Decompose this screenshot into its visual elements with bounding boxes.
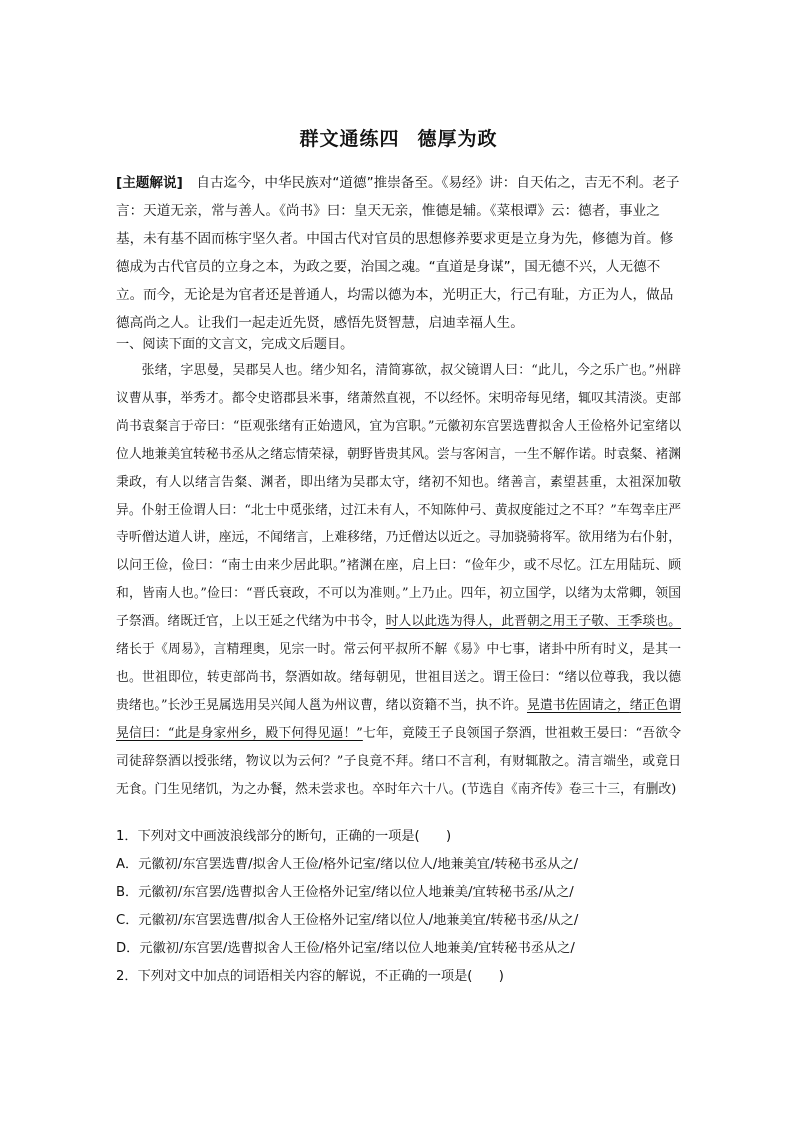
- passage-text-3: 七年，竟陵王子良领国子祭酒，世祖敕王晏曰：“吾欲令司徒辞祭酒以授张绪，物议以为云何？”子良竟不拜。绪口不言利，有财辄散之。清言端坐，或竟日无食。门生见绪饥，为之办餐，然未尝求也。卒时年六十八。(节选自《南齐传》卷三十三，有删改): [116, 725, 681, 797]
- question-1-stem: 1．下列对文中画波浪线部分的断句，正确的一项是( ): [116, 829, 452, 844]
- passage-text-1: 张绪，字思曼，吴郡吴人也。绪少知名，清简寡欲，叔父镜谓人曰：“此儿，今之乐广也。”州辟议曹从事，举秀才。都令史谘郡县米事，绪萧然直视，不以经怀。宋明帝每见绪，辄叹其清淡。吏部尚书袁粲言于帝曰：“臣观张绪有正始遗风，宜为宫职。”元徽初东宫罢选曹拟舍人王俭格外记室绪以位人地兼美宜转秘书丞从之绪忘情荣禄，朝野皆贵其风。尝与客闲言，一生不解作诺。时袁粲、褚渊秉政，有人以绪言告粲、渊者，即出绪为吴郡太守，绪初不知也。绪善言，素望甚重，太祖深加敬异。仆射王俭谓人曰：“北士中觅张绪，过江未有人，不知陈仲弓、黄叔度能过之不耳？”车驾幸庄严寺听僧达道人讲，座远，不闻绪言，上难移绪，乃迁僧达以近之。寻加骁骑将军。欲用绪为右仆射，以问王俭，俭曰：“南士由来少居此职。”褚渊在座，启上曰：“俭年少，或不尽忆。江左用陆玩、顾和，皆南人也。”俭曰：“晋氏衰政，不可以为准则。”上乃止。四年，初立国学，以绪为太常卿，领国子祭酒。绪既迁官，上以王延之代绪为中书令，: [116, 363, 681, 630]
- classical-passage: [116, 357, 681, 804]
- question-1-option-d: D．元徽初/东宫罢/选曹拟舍人王俭/格外记室/绪以位人地兼美/宜转秘书丞从之/: [116, 941, 575, 957]
- title-series: 群文通练四: [299, 128, 400, 150]
- title-theme: 德厚为政: [417, 128, 498, 150]
- underlined-sentence-1: 时人以此选为得人，此晋朝之用王子敬、王季琰也。: [385, 614, 682, 630]
- intro-tag: [主题解说]: [116, 175, 183, 191]
- intro-text: 自古迄今，中华民族对“道德”推崇备至。《易经》讲：自天佑之，吉无不利。老子言：天道无亲，常与善人。《尚书》曰：皇天无亲，惟德是辅。《菜根谭》云：德者，事业之基，未有基不固而栋宇坚久者。中国古代对官员的思想修养要求更是立身为先，修德为首。修德成为古代官员的立身之本，为政之要，治国之魂。“直道是身谋”，国无德不兴，人无德不立。而今，无论是为官者还是普通人，均需以德为本，光明正大，行己有耻，方正为人，做品德高尚之人。让我们一起走近先贤，感悟先贤智慧，启迪幸福人生。: [116, 175, 680, 331]
- question-2-stem: 2．下列对文中加点的词语相关内容的解说，不正确的一项是( ): [116, 969, 504, 985]
- passage-text-2: 绪长于《周易》，言精理奥，见宗一时。常云何平叔所不解《易》中七事，诸卦中所有时义，是其一也。世祖即位，转吏部尚书，祭酒如故。绪每朝见，世祖目送之。谓王俭曰：“绪以位尊我，我以德贵绪也。”长沙王晃属选用吴兴闻人邕为州议曹，绪以资籍不当，执不许。: [116, 642, 681, 713]
- question-1-option-b: B．元徽初/东宫罢/选曹拟舍人王俭格外记室/绪以位人地兼美/宜转秘书丞/从之/: [116, 885, 574, 901]
- question-1-option-c: C．元徽初/东宫罢选曹/拟舍人王俭格外记室/绪以位人/地兼美宜/转秘书丞/从之/: [116, 913, 579, 929]
- section-heading: 一、阅读下面的文言文，完成文后题目。: [116, 337, 354, 352]
- theme-intro: [116, 170, 681, 337]
- underlined-sentence-2b: 绪正色谓晃信曰：“此是身家州乡，殿下何得见逼！”: [116, 697, 681, 741]
- question-list: [116, 823, 696, 992]
- underlined-sentence-2a: 晃遣书佐固请之，: [526, 697, 630, 713]
- question-1-option-a: A．元徽初/东宫罢选曹/拟舍人王俭/格外记室/绪以位人/地兼美宜/转秘书丞从之/: [116, 857, 579, 873]
- document-title: [116, 124, 681, 151]
